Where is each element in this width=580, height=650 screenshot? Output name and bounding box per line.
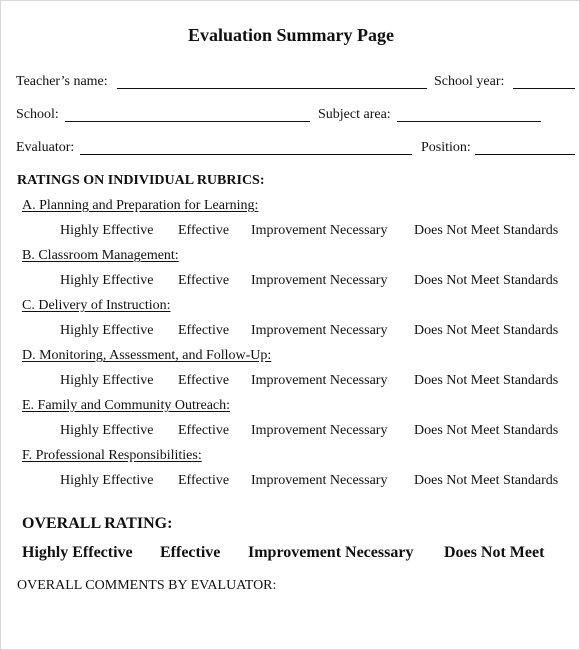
rubric-e-option-effective[interactable]: Effective [178,423,230,438]
rubric-b-option-effective[interactable]: Effective [178,273,230,288]
rubric-c-option-improvement-necessary[interactable]: Improvement Necessary [251,323,388,338]
overall-comments-label: OVERALL COMMENTS BY EVALUATOR: [17,578,277,593]
rubric-title-c: C. Delivery of Instruction: [22,298,171,313]
school-year-line[interactable] [513,88,575,89]
rubric-b-option-improvement-necessary[interactable]: Improvement Necessary [251,273,388,288]
rubric-c-option-does-not-meet-standards[interactable]: Does Not Meet Standards [414,323,559,338]
evaluator-label: Evaluator: [16,140,75,155]
position-line[interactable] [475,154,575,155]
rubric-f-option-does-not-meet-standards[interactable]: Does Not Meet Standards [414,473,559,488]
school-year-label: School year: [434,74,505,89]
teacher-name-label: Teacher’s name: [16,74,108,89]
position-label: Position: [421,140,471,155]
overall-option-highly-effective[interactable]: Highly Effective [22,544,133,561]
rubric-title-f: F. Professional Responsibilities: [22,448,202,463]
evaluator-line[interactable] [80,154,412,155]
rubric-title-e: E. Family and Community Outreach: [22,398,231,413]
rubric-b-option-highly-effective[interactable]: Highly Effective [60,273,154,288]
rubric-title-d: D. Monitoring, Assessment, and Follow-Up: [22,348,272,363]
rubric-d-option-effective[interactable]: Effective [178,373,230,388]
rubric-f-option-highly-effective[interactable]: Highly Effective [60,473,154,488]
overall-option-effective[interactable]: Effective [160,544,221,561]
teacher-name-line[interactable] [117,88,427,89]
rubric-c-option-effective[interactable]: Effective [178,323,230,338]
rubric-e-option-highly-effective[interactable]: Highly Effective [60,423,154,438]
rubric-d-option-improvement-necessary[interactable]: Improvement Necessary [251,373,388,388]
ratings-heading: RATINGS ON INDIVIDUAL RUBRICS: [17,173,265,188]
rubric-e-option-improvement-necessary[interactable]: Improvement Necessary [251,423,388,438]
rubric-a-option-highly-effective[interactable]: Highly Effective [60,223,154,238]
rubric-c-option-highly-effective[interactable]: Highly Effective [60,323,154,338]
subject-area-label: Subject area: [318,107,391,122]
overall-rating-heading: OVERALL RATING: [22,515,173,532]
rubric-d-option-highly-effective[interactable]: Highly Effective [60,373,154,388]
rubric-e-option-does-not-meet-standards[interactable]: Does Not Meet Standards [414,423,559,438]
rubric-title-a: A. Planning and Preparation for Learning: [22,198,259,213]
school-label: School: [16,107,59,122]
rubric-f-option-improvement-necessary[interactable]: Improvement Necessary [251,473,388,488]
rubric-a-option-does-not-meet-standards[interactable]: Does Not Meet Standards [414,223,559,238]
rubric-a-option-effective[interactable]: Effective [178,223,230,238]
rubric-title-b: B. Classroom Management: [22,248,179,263]
school-line[interactable] [65,121,310,122]
subject-area-line[interactable] [397,121,541,122]
page-title: Evaluation Summary Page [187,25,394,45]
overall-option-improvement-necessary[interactable]: Improvement Necessary [248,544,414,561]
rubric-d-option-does-not-meet-standards[interactable]: Does Not Meet Standards [414,373,559,388]
overall-option-does-not-meet[interactable]: Does Not Meet [444,544,545,561]
rubric-a-option-improvement-necessary[interactable]: Improvement Necessary [251,223,388,238]
rubric-f-option-effective[interactable]: Effective [178,473,230,488]
rubric-b-option-does-not-meet-standards[interactable]: Does Not Meet Standards [414,273,559,288]
